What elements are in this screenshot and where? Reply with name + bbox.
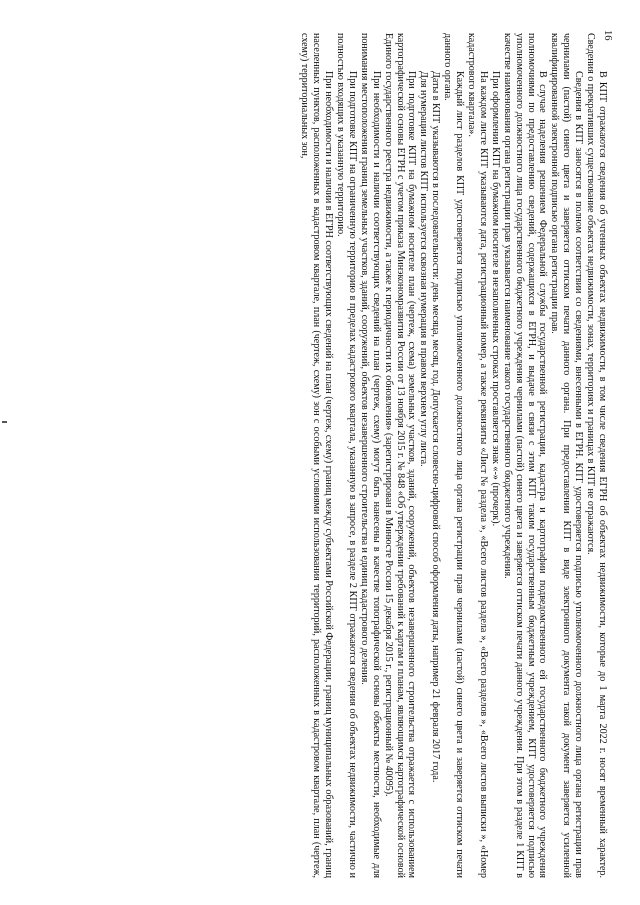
document-body (298, 33, 608, 878)
paragraph: Даты в КПТ указываются в последовательности: день месяца, месяц, год. Допускается словесно-цифровой способ оформления даты, например 21 февраля 2017 года. (430, 71, 442, 783)
paragraph: Для нумерации листов КПТ используется сквозная нумерация в правом верхнем углу листа. (418, 71, 430, 467)
paragraph: В случае наделения решением Федеральной службы государственной регистрации, кадастра и картографии подведомственного ей государственного бюджетного учреждения полномочиями по предоставлению сведений, содержащихся в ЕГРН, и выдаче в связи с этим КПТ таким государственным бюджетным учреждением, КПТ удостоверяется подписью уполномоченного должностного лица государственного бюджетного учреждения чернилами (пастой) синего цвета и заверяется оттиском печати данного учреждения. При этом в разделе 1 КПТ в качестве наименования органа регистрации прав указывается наименование такого государственного бюджетного учреждения. (501, 33, 549, 878)
paragraph: При оформлении КПТ на бумажном носителе в незаполненных строках проставляется знак «-» (прочерк). (489, 71, 501, 527)
paragraph: Каждый лист разделов КПТ удостоверяется подписью уполномоченного должностного лица органа регистрации прав чернилами (пастой) синего цвета и заверяется оттиском печати данного органа. (442, 33, 466, 878)
paragraph: На каждом листе КПТ указываются дата, регистрационный номер, а также реквизиты «Лист № раздела », «Всего листов раздела », «Всего разделов », «Всего листов выписки », «Номер кадастрового квартала». (466, 33, 489, 878)
paragraph: В КПТ отражаются сведения об учтенных объектах недвижимости, в том числе сведения ЕГРН об объектах недвижимости, которые до 1 марта 2022 г. носят временный характер. Сведения о прекративших существование объектах недвижимости, зонах, территориях и границах в КПТ не отражаются. (585, 33, 608, 878)
page-edge-mark (2, 421, 7, 423)
paragraph: При необходимости и наличии в ЕГРН соответствующих сведений на план (чертеж, схему) границ между субъектами Российской Федерации, границ муниципальных образований, границ населенных пунктов, расположенных в кадастровом квартале, план (чертеж, схему) зон с особыми условиями использования территорий, расположенных в кадастровом квартале, план (чертеж, схему) территориальных зон, (299, 33, 335, 878)
paragraph: При необходимости и наличии соответствующих сведений на план (чертеж, схему) могут быть нанесены в качестве топографической основы объекты местности, необходимые для понимания местоположения границ земельных участков, зданий, сооружений, объектов незавершенного строительства и единиц кадастрового деления. (358, 33, 382, 878)
paragraph: При подготовке КПТ на бумажном носителе план (чертеж, схема) земельных участков, зданий, сооружений, объектов незавершенного строительства отражается с использованием картографической основы ЕГРН с учетом приказа Минэкономразвития России от 13 ноября 2015 г. № 848 «Об утверждении требований к картам и планам, являющимся картографической основой Единого государственного реестра недвижимости, а также к периодичности их обновления» (зарегистрирован в Минюсте России 15 декабря 2015 г., регистрационный № 40095). (382, 33, 418, 878)
paragraph: Сведения в КПТ заносятся в полном соответствии со сведениями, внесенными в ЕГРН. КПТ удостоверяется подписью уполномоченного должностного лица органа регистрации прав чернилами (пастой) синего цвета и заверяется оттиском печати данного органа. При предоставлении КПТ в виде электронного документа такой документ заверяется усиленной квалифицированной электронной подписью органа регистрации прав. (549, 33, 585, 878)
page-number: 16 (602, 30, 613, 41)
paragraph: При подготовке КПТ на ограниченную территорию в пределах кадастрового квартала, указанную в запросе, в разделе 2 КПТ отражаются сведения об объектах недвижимости, частично и полностью входящих в указанную территорию. (335, 33, 358, 878)
